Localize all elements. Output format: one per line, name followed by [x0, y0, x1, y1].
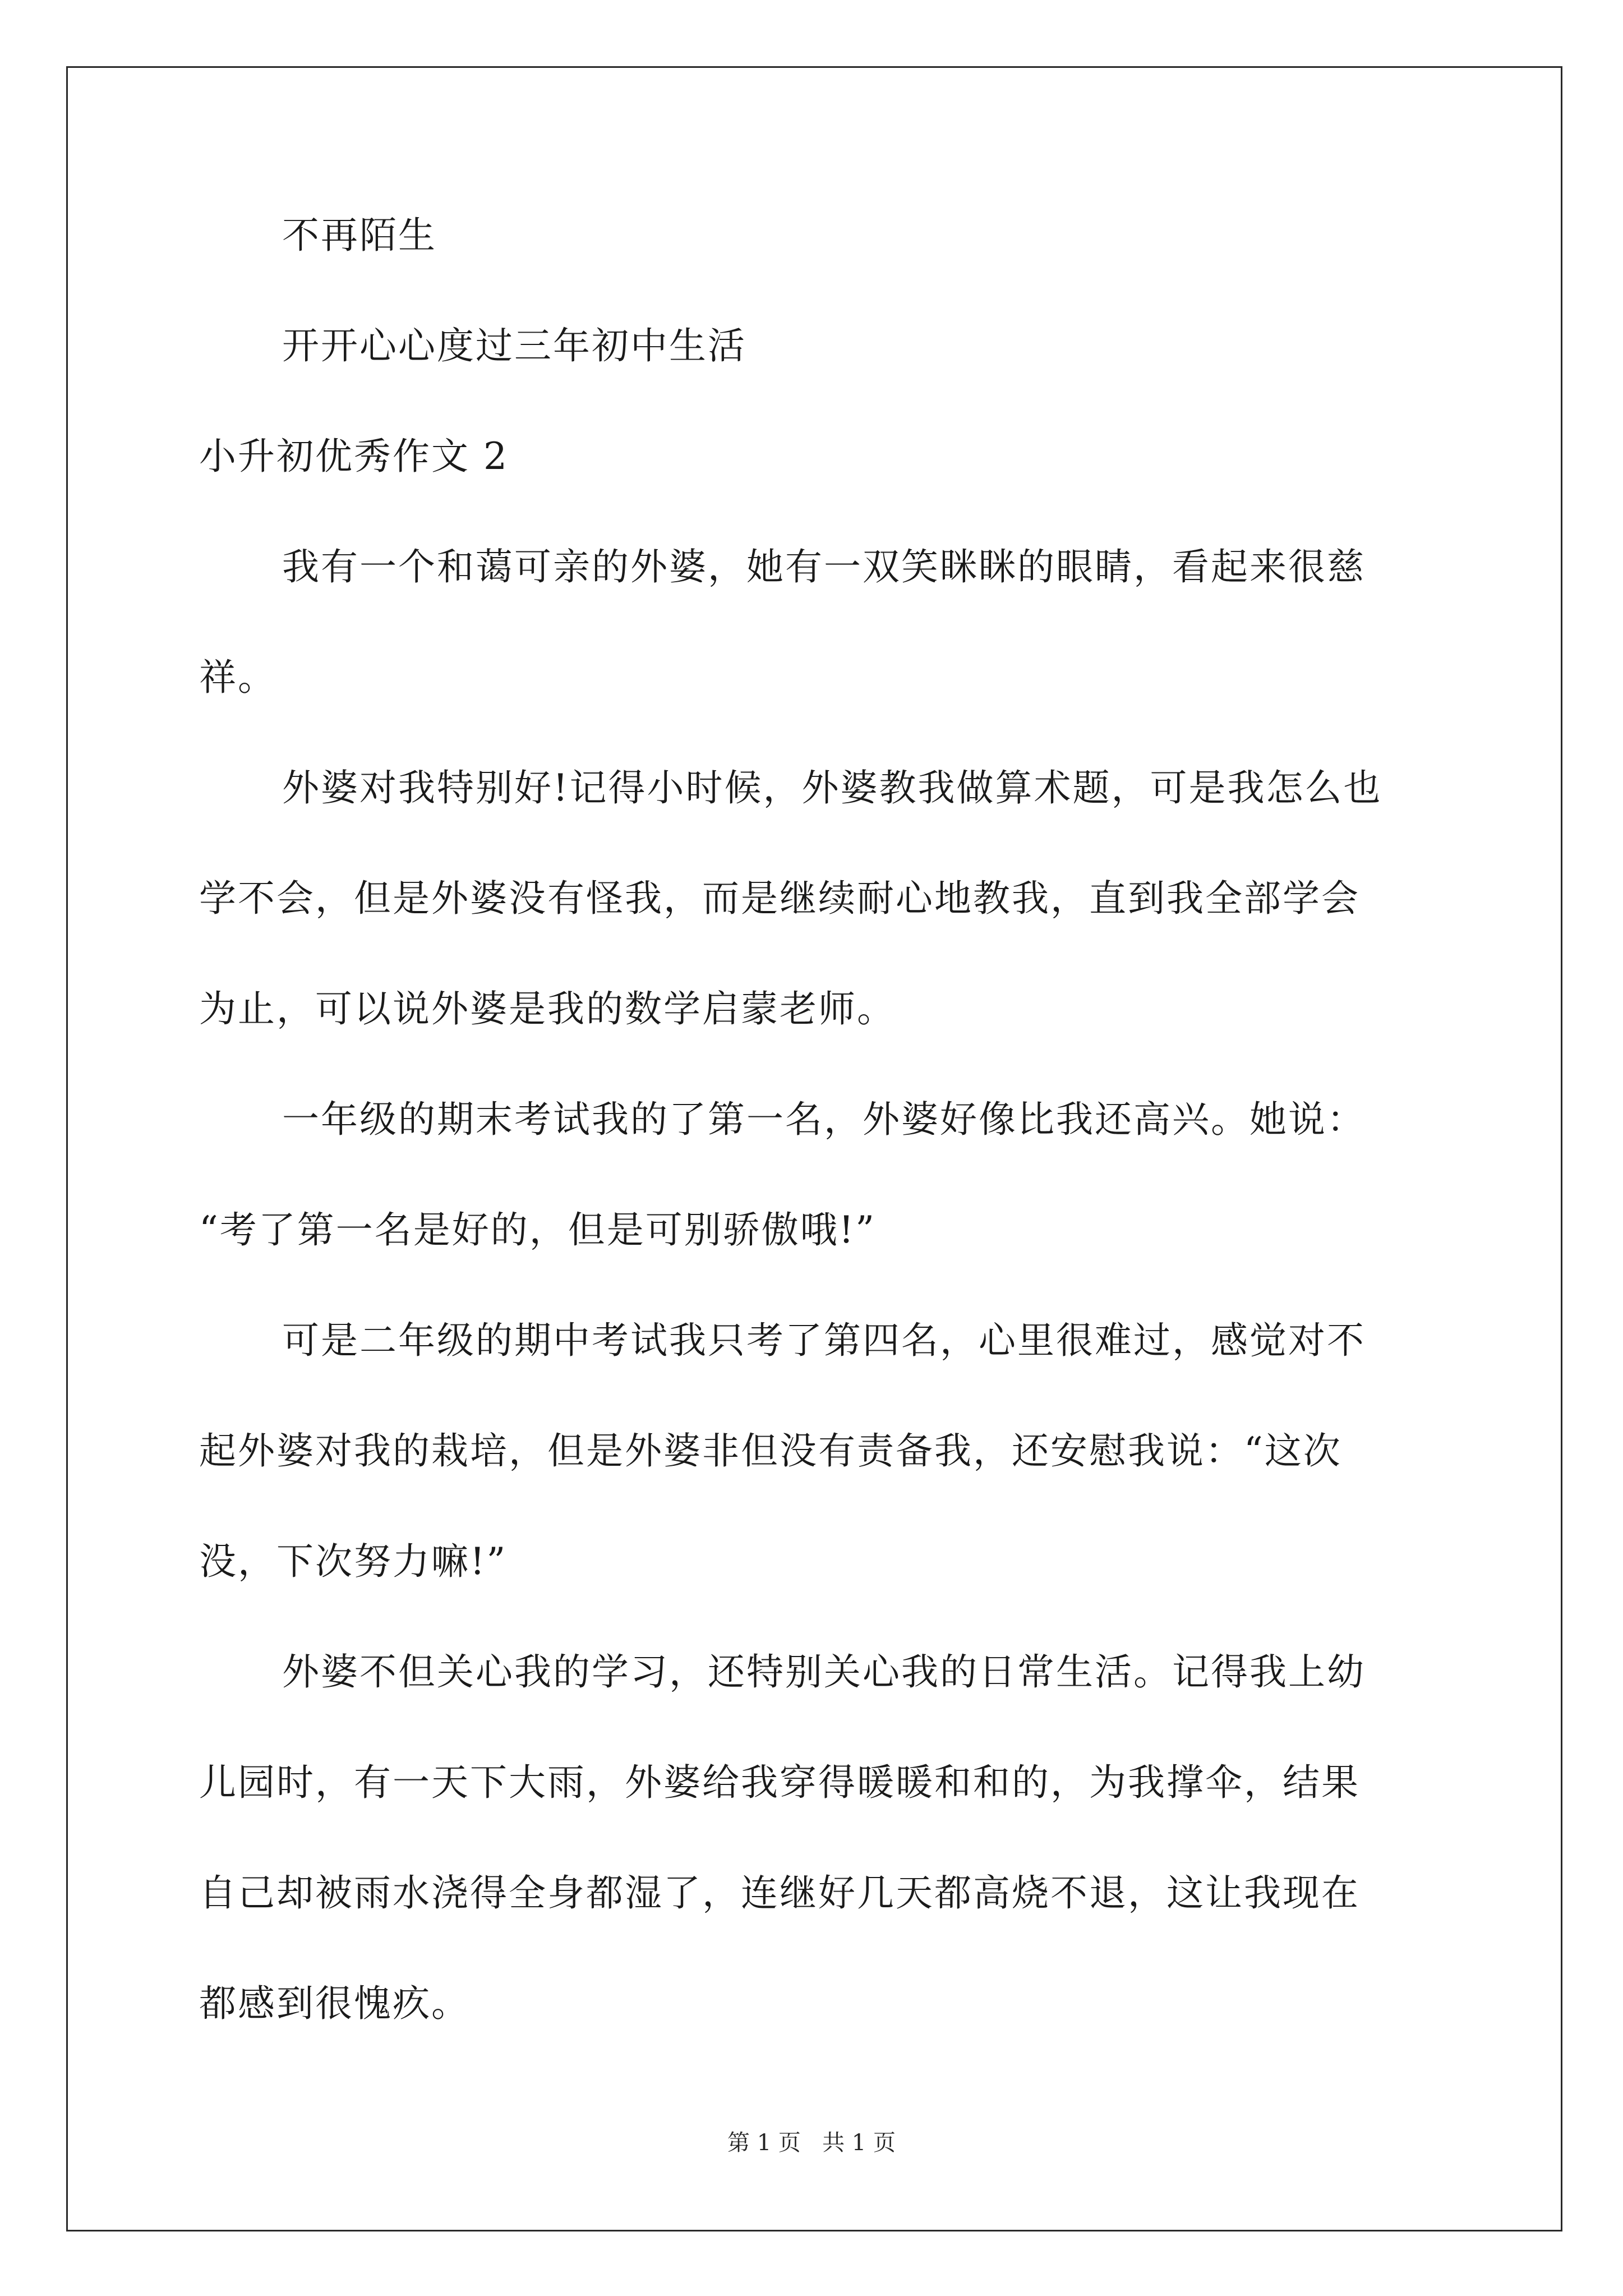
paragraph-line: 儿园时，有一天下大雨，外婆给我穿得暖暖和和的，为我撑伞，结果 — [199, 1761, 1360, 1804]
paragraph-line: 祥。 — [199, 656, 276, 699]
paragraph-line: 学不会，但是外婆没有怪我，而是继续耐心地教我，直到我全部学会 — [199, 877, 1360, 920]
paragraph-line: 不再陌生 — [282, 214, 437, 257]
paragraph-line: 没，下次努力嘛!” — [199, 1540, 508, 1583]
paragraph-line: 起外婆对我的栽培，但是外婆非但没有责备我，还安慰我说：“这次 — [199, 1429, 1342, 1473]
paragraph-line: 都感到很愧疚。 — [199, 1982, 470, 2025]
paragraph-line: 我有一个和蔼可亲的外婆，她有一双笑眯眯的眼睛，看起来很慈 — [282, 545, 1366, 588]
paragraph-line: 外婆对我特别好!记得小时候，外婆教我做算术题，可是我怎么也 — [282, 766, 1382, 809]
paragraph-line: “考了第一名是好的，但是可别骄傲哦!” — [199, 1208, 877, 1251]
paragraph-line: 可是二年级的期中考试我只考了第四名，心里很难过，感觉对不 — [282, 1319, 1366, 1362]
paragraph-line: 一年级的期末考试我的了第一名，外婆好像比我还高兴。她说： — [282, 1098, 1366, 1141]
paragraph-line: 自己却被雨水浇得全身都湿了，连继好几天都高烧不退，这让我现在 — [199, 1871, 1360, 1915]
paragraph-line: 外婆不但关心我的学习，还特别关心我的日常生活。记得我上幼 — [282, 1650, 1366, 1694]
section-title: 小升初优秀作文 2 — [199, 435, 509, 478]
paragraph-line: 开开心心度过三年初中生活 — [282, 324, 746, 367]
paragraph-line: 为止，可以说外婆是我的数学启蒙老师。 — [199, 987, 896, 1030]
page-footer: 第 1 页 共 1 页 — [727, 2130, 896, 2156]
